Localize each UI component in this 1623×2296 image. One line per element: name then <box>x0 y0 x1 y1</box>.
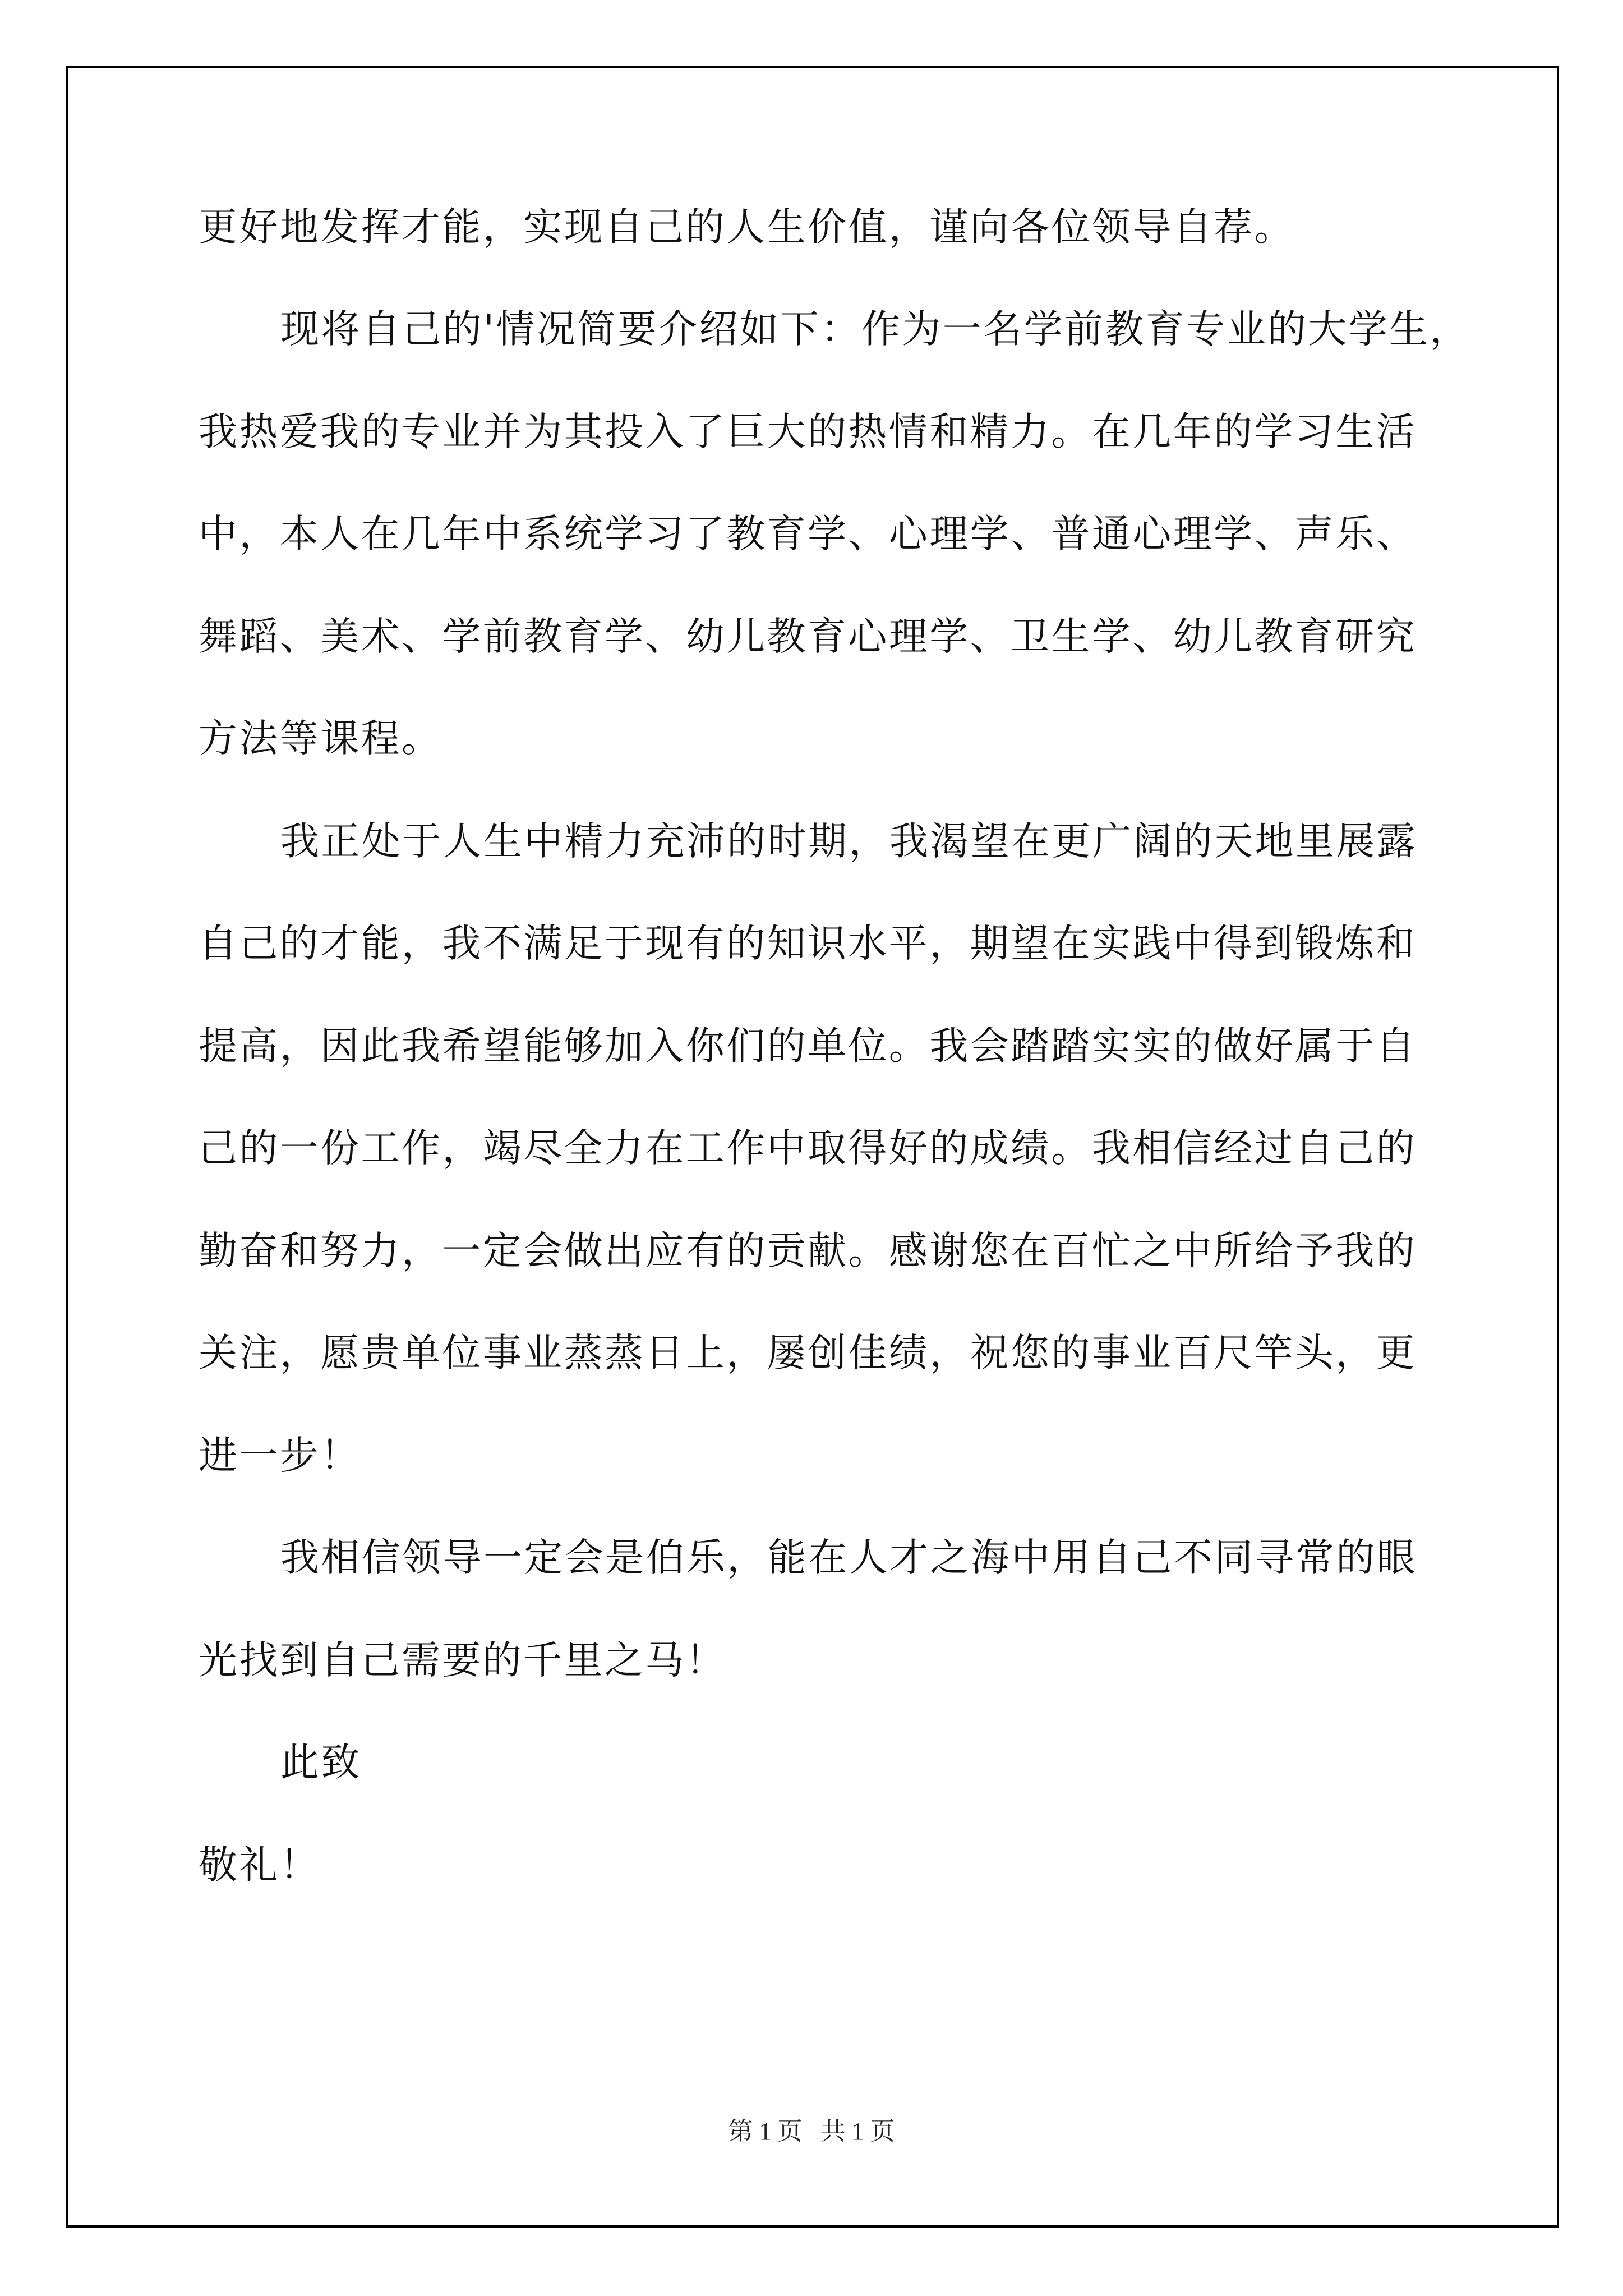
closing-salutation: 此致 <box>280 1740 362 1785</box>
paragraph-line: 舞蹈、美术、学前教育学、幼儿教育心理学、卫生学、幼儿教育研究 <box>199 614 1417 659</box>
paragraph-line: 我相信领导一定会是伯乐，能在人才之海中用自己不同寻常的眼 <box>280 1535 1418 1580</box>
paragraph-line: 我正处于人生中精力充沛的时期，我渴望在更广阔的天地里展露 <box>280 819 1418 864</box>
closing-regards: 敬礼！ <box>199 1843 321 1888</box>
paragraph-line: 提高，因此我希望能够加入你们的单位。我会踏踏实实的做好属于自 <box>199 1024 1417 1069</box>
paragraph-line: 己的一份工作，竭尽全力在工作中取得好的成绩。我相信经过自己的 <box>199 1126 1417 1171</box>
paragraph-line: 自己的才能，我不满足于现有的知识水平，期望在实践中得到锻炼和 <box>199 921 1417 966</box>
paragraph-line: 现将自己的'情况简要介绍如下：作为一名学前教育专业的大学生， <box>280 307 1470 352</box>
paragraph-line: 我热爱我的专业并为其投入了巨大的热情和精力。在几年的学习生活 <box>199 409 1417 454</box>
paragraph-line: 更好地发挥才能，实现自己的人生价值，谨向各位领导自荐。 <box>199 205 1295 250</box>
paragraph-line: 光找到自己需要的千里之马！ <box>199 1638 727 1683</box>
paragraph-line: 进一步！ <box>199 1433 361 1478</box>
paragraph-line: 勤奋和努力，一定会做出应有的贡献。感谢您在百忙之中所给予我的 <box>199 1228 1417 1273</box>
paragraph-line: 中，本人在几年中系统学习了教育学、心理学、普通心理学、声乐、 <box>199 512 1417 556</box>
paragraph-line: 方法等课程。 <box>199 716 442 761</box>
page-footer: 第 1 页 共 1 页 <box>728 2118 895 2145</box>
paragraph-line: 关注，愿贵单位事业蒸蒸日上，屡创佳绩，祝您的事业百尺竿头，更 <box>199 1331 1417 1375</box>
